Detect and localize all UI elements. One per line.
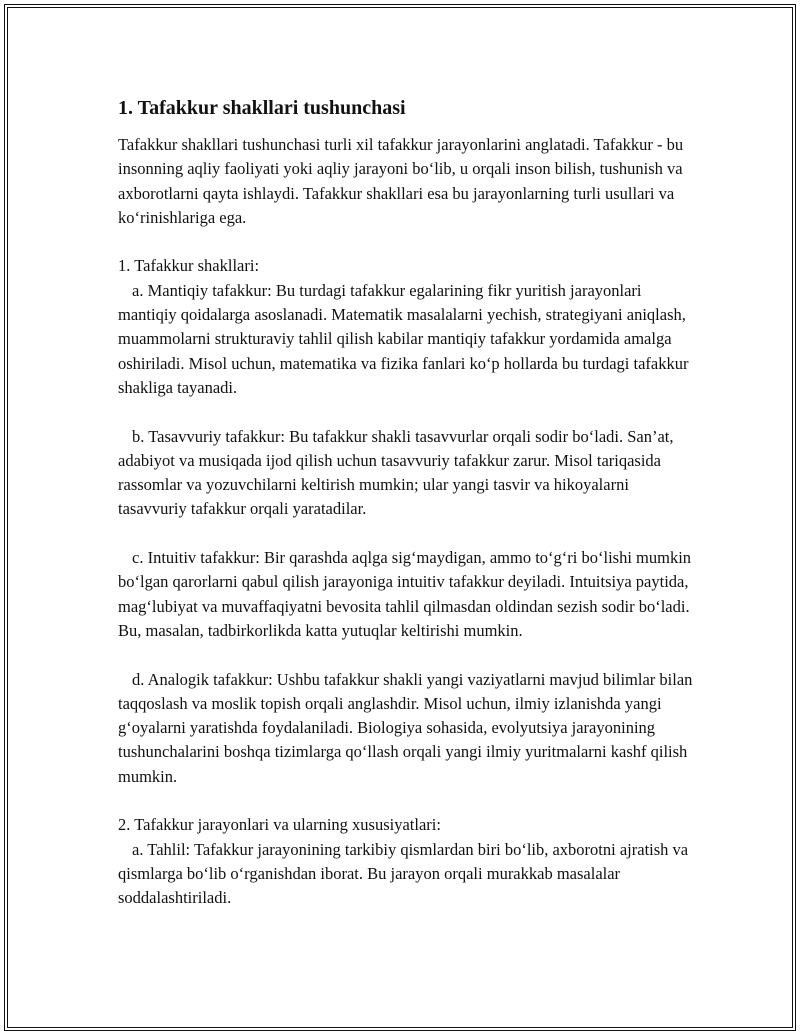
section-1-item-a: a. Mantiqiy tafakkur: Bu turdagi tafakkur egalarining fikr yuritish jarayonlari mantiqiy qoidalarga asoslanadi. Matematik masalalarni yechish, strategiyani aniqlash, muammolarni strukturaviy tahlil qilish kabilar mantiqiy tafakkur yordamida amalga oshiriladi. Misol uchun, matematika va fizika fanlari ko‘p hollarda bu turdagi tafakkur shakliga tayanadi. [118,280,689,397]
intro-paragraph: Tafakkur shakllari tushunchasi turli xil tafakkur jarayonlarini anglatadi. Tafakkur - bu insonning aqliy faoliyati yoki aqliy jarayoni bo‘lib, u orqali inson bilish, tushunish va axborotlarni qayta ishlaydi. Tafakkur shakllari esa bu jarayonlarning turli usullari va ko‘rinishlariga ega. [118,135,684,227]
section-2-item-a: a. Tahlil: Tafakkur jarayonining tarkibiy qismlardan biri bo‘lib, axborotni ajratish va qismlarga bo‘lib o‘rganishdan iborat. Bu jarayon orqali murakkab masalalar soddalashtiriladi. [118,839,689,908]
section-2-heading: 2. Tafakkur jarayonlari va ularning xususiyatlari: [118,815,441,835]
paragraph-gap [118,789,698,813]
section-1-item-d: d. Analogik tafakkur: Ushbu tafakkur shakli yangi vaziyatlarni mavjud bilimlar bilan taqqoslash va moslik topish orqali anglashdir. Misol uchun, ilmiy izlanishda yangi g‘oyalarni yaratishda foydalaniladi. Biologiya sohasida, evolyutsiya jarayonining tushunchalarini boshqa tizimlarga qo‘llash orqali yangi ilmiy yuritmalarni kashf qilish mumkin. [118,669,693,786]
section-1-item-b: b. Tasavvuriy tafakkur: Bu tafakkur shakli tasavvurlar orqali sodir bo‘ladi. San’at, adabiyot va musiqada ijod qilish uchun tasavvuriy tafakkur zarur. Misol tariqasida rassomlar va yozuvchilarni keltirish mumkin; ular yangi tasvir va hikoyalarni tasavvuriy tafakkur orqali yaratadilar. [118,426,674,519]
paragraph-gap [118,230,698,254]
paragraph-gap [118,522,698,546]
section-1-heading: 1. Tafakkur shakllari: [118,256,260,276]
section-1-item-c: c. Intuitiv tafakkur: Bir qarashda aqlga sig‘maydigan, ammo to‘g‘ri bo‘lishi mumkin bo‘lgan qarorlarni qabul qilish jarayoniga intuitiv tafakkur deyiladi. Intuitsiya paytida, mag‘lubiyat va muvaffaqiyatni bevosita tahlil qilmasdan oldindan sezish sodir bo‘ladi. Bu, masalan, tadbirkorlikda katta yutuqlar keltirishi mumkin. [118,548,692,640]
paragraph-gap [118,643,698,667]
document-body [118,95,698,911]
paragraph-gap [118,400,698,424]
document-title: 1. Tafakkur shakllari tushunchasi [118,97,406,119]
